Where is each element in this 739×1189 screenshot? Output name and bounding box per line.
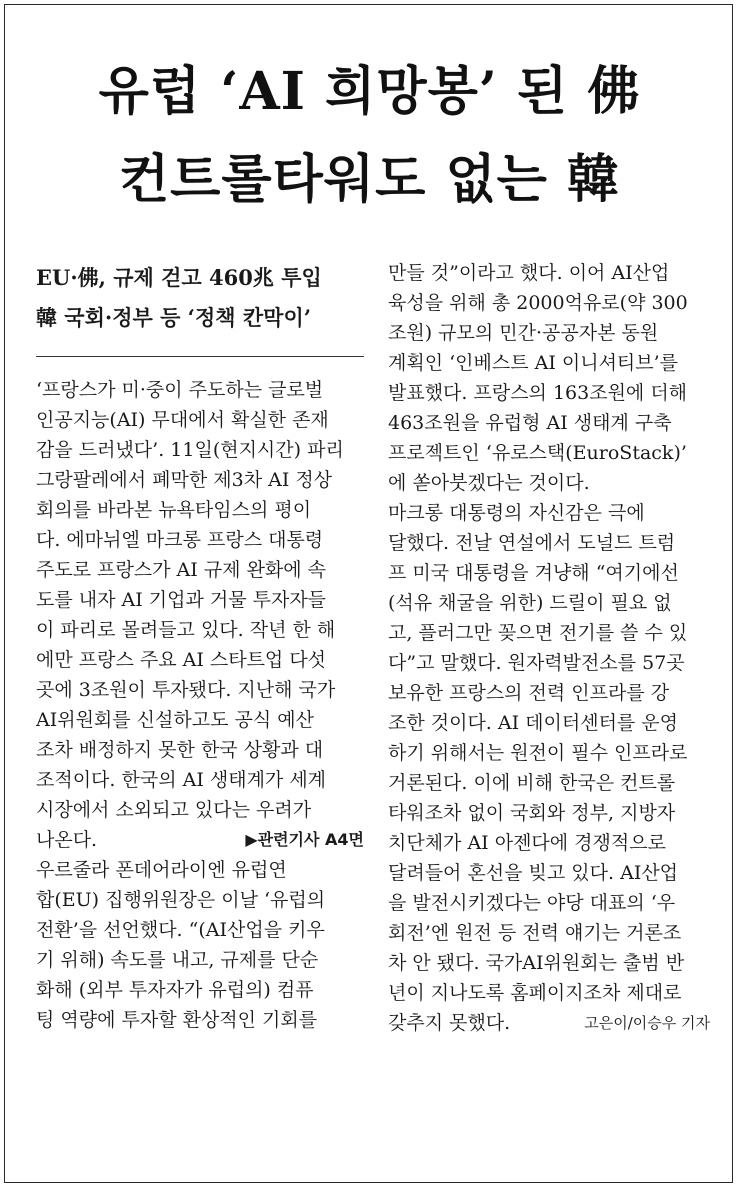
right-last-line: 갖추지 못했다. [388, 1012, 511, 1034]
left-body-text-2 [36, 855, 364, 1035]
subhead-1: EU·佛, 규제 걷고 460兆 투입 [36, 265, 322, 290]
left-last-line: 나온다. [36, 829, 98, 851]
text-line: 달려들어 혼선을 빚고 있다. AI산업 [388, 862, 679, 884]
text-line: 팅 역량에 투자할 환상적인 기회를 [36, 1009, 318, 1031]
right-body-text [388, 258, 710, 1008]
text-line: 만들 것”이라고 했다. 이어 AI산업 [388, 262, 670, 284]
subhead-2: 韓 국회·정부 등 ‘정책 칸막이’ [36, 305, 312, 330]
text-line: 조한 것이다. AI 데이터센터를 운영 [388, 712, 679, 734]
text-line: 을 발전시키겠다는 야당 대표의 ‘우 [388, 892, 676, 914]
text-line: 거론된다. 이에 비해 한국은 컨트롤 [388, 772, 676, 794]
related-article-link[interactable]: ▶관련기사 A4면 [245, 830, 364, 849]
headline-line-1: 유럽 ‘AI 희망봉’ 된 佛 [98, 61, 641, 122]
left-column [36, 258, 364, 1035]
text-line: 조원) 규모의 민간·공공자본 동원 [388, 322, 659, 344]
text-line: 발표했다. 프랑스의 163조원에 더해 [388, 382, 688, 404]
text-line: 우르줄라 폰데어라이엔 유럽연 [36, 859, 287, 881]
text-line: (석유 채굴을 위한) 드릴이 필요 없 [388, 592, 672, 614]
byline: 고은이/이승우 기자 [584, 1014, 710, 1032]
text-line: 회전’엔 원전 등 전력 얘기는 거론조 [388, 922, 682, 944]
text-line: 전환’을 선언했다. “(AI산업을 키우 [36, 919, 325, 941]
text-line: 마크롱 대통령의 자신감은 극에 [388, 502, 645, 524]
text-line: 다. 에마뉘엘 마크롱 프랑스 대통령 [36, 529, 324, 551]
text-line: 463조원을 유럽형 AI 생태계 구축 [388, 412, 672, 434]
text-line: 하기 위해서는 원전이 필수 인프라로 [388, 742, 688, 764]
text-line: AI위원회를 신설하고도 공식 예산 [36, 709, 314, 731]
text-line: 육성을 위해 총 2000억유로(약 300 [388, 292, 688, 314]
text-line: 그랑팔레에서 폐막한 제3차 AI 정상 [36, 469, 333, 491]
text-line: 인공지능(AI) 무대에서 확실한 존재 [36, 409, 329, 431]
headline-line-2: 컨트롤타워도 없는 韓 [118, 149, 621, 210]
text-line: 계획인 ‘인베스트 AI 이니셔티브’를 [388, 352, 679, 374]
text-line: 조적이다. 한국의 AI 생태계가 세계 [36, 769, 327, 791]
text-line: 에만 프랑스 주요 AI 스타트업 다섯 [36, 649, 327, 671]
text-line: 시장에서 소외되고 있다는 우려가 [36, 799, 312, 821]
subhead-divider [36, 356, 364, 357]
text-line: 에 쏟아붓겠다는 것이다. [388, 472, 590, 494]
right-last-row [388, 1008, 710, 1038]
text-line: 프로젝트인 ‘유로스택(EuroStack)’ [388, 442, 687, 464]
text-line: 주도로 프랑스가 AI 규제 완화에 속 [36, 559, 327, 581]
right-column [388, 258, 710, 1038]
text-line: 다”고 말했다. 원자력발전소를 57곳 [388, 652, 685, 674]
text-line: 기 위해) 속도를 내고, 규제를 단순 [36, 949, 319, 971]
text-line: 회의를 바라본 뉴욕타임스의 평이 [36, 499, 312, 521]
text-line: 치단체가 AI 아젠다에 경쟁적으로 [388, 832, 666, 854]
text-line: 차 안 됐다. 국가AI위원회는 출범 반 [388, 952, 685, 974]
left-body-text [36, 375, 364, 825]
left-last-row [36, 825, 364, 855]
text-line: 화해 (외부 투자자가 유럽의) 컴퓨 [36, 979, 314, 1001]
text-line: 보유한 프랑스의 전력 인프라를 강 [388, 682, 670, 704]
text-line: 달했다. 전날 연설에서 도널드 트럼 [388, 532, 676, 554]
text-line: 합(EU) 집행위원장은 이날 ‘유럽의 [36, 889, 326, 911]
text-line: 이 파리로 몰려들고 있다. 작년 한 해 [36, 619, 336, 641]
text-line: 감을 드러냈다’. 11일(현지시간) 파리 [36, 439, 344, 461]
text-line: 프 미국 대통령을 겨냥해 “여기에선 [388, 562, 679, 584]
text-line: 고, 플러그만 꽂으면 전기를 쓸 수 있 [388, 622, 688, 644]
text-line: 타워조차 없이 국회와 정부, 지방자 [388, 802, 676, 824]
text-line: 곳에 3조원이 투자됐다. 지난해 국가 [36, 679, 336, 701]
text-line: 도를 내자 AI 기업과 거물 투자자들 [36, 589, 327, 611]
text-line: 년이 지나도록 홈페이지조차 제대로 [388, 982, 682, 1004]
text-line: ‘프랑스가 미·중이 주도하는 글로벌 [36, 379, 324, 401]
text-line: 조차 배정하지 못한 한국 상황과 대 [36, 739, 324, 761]
